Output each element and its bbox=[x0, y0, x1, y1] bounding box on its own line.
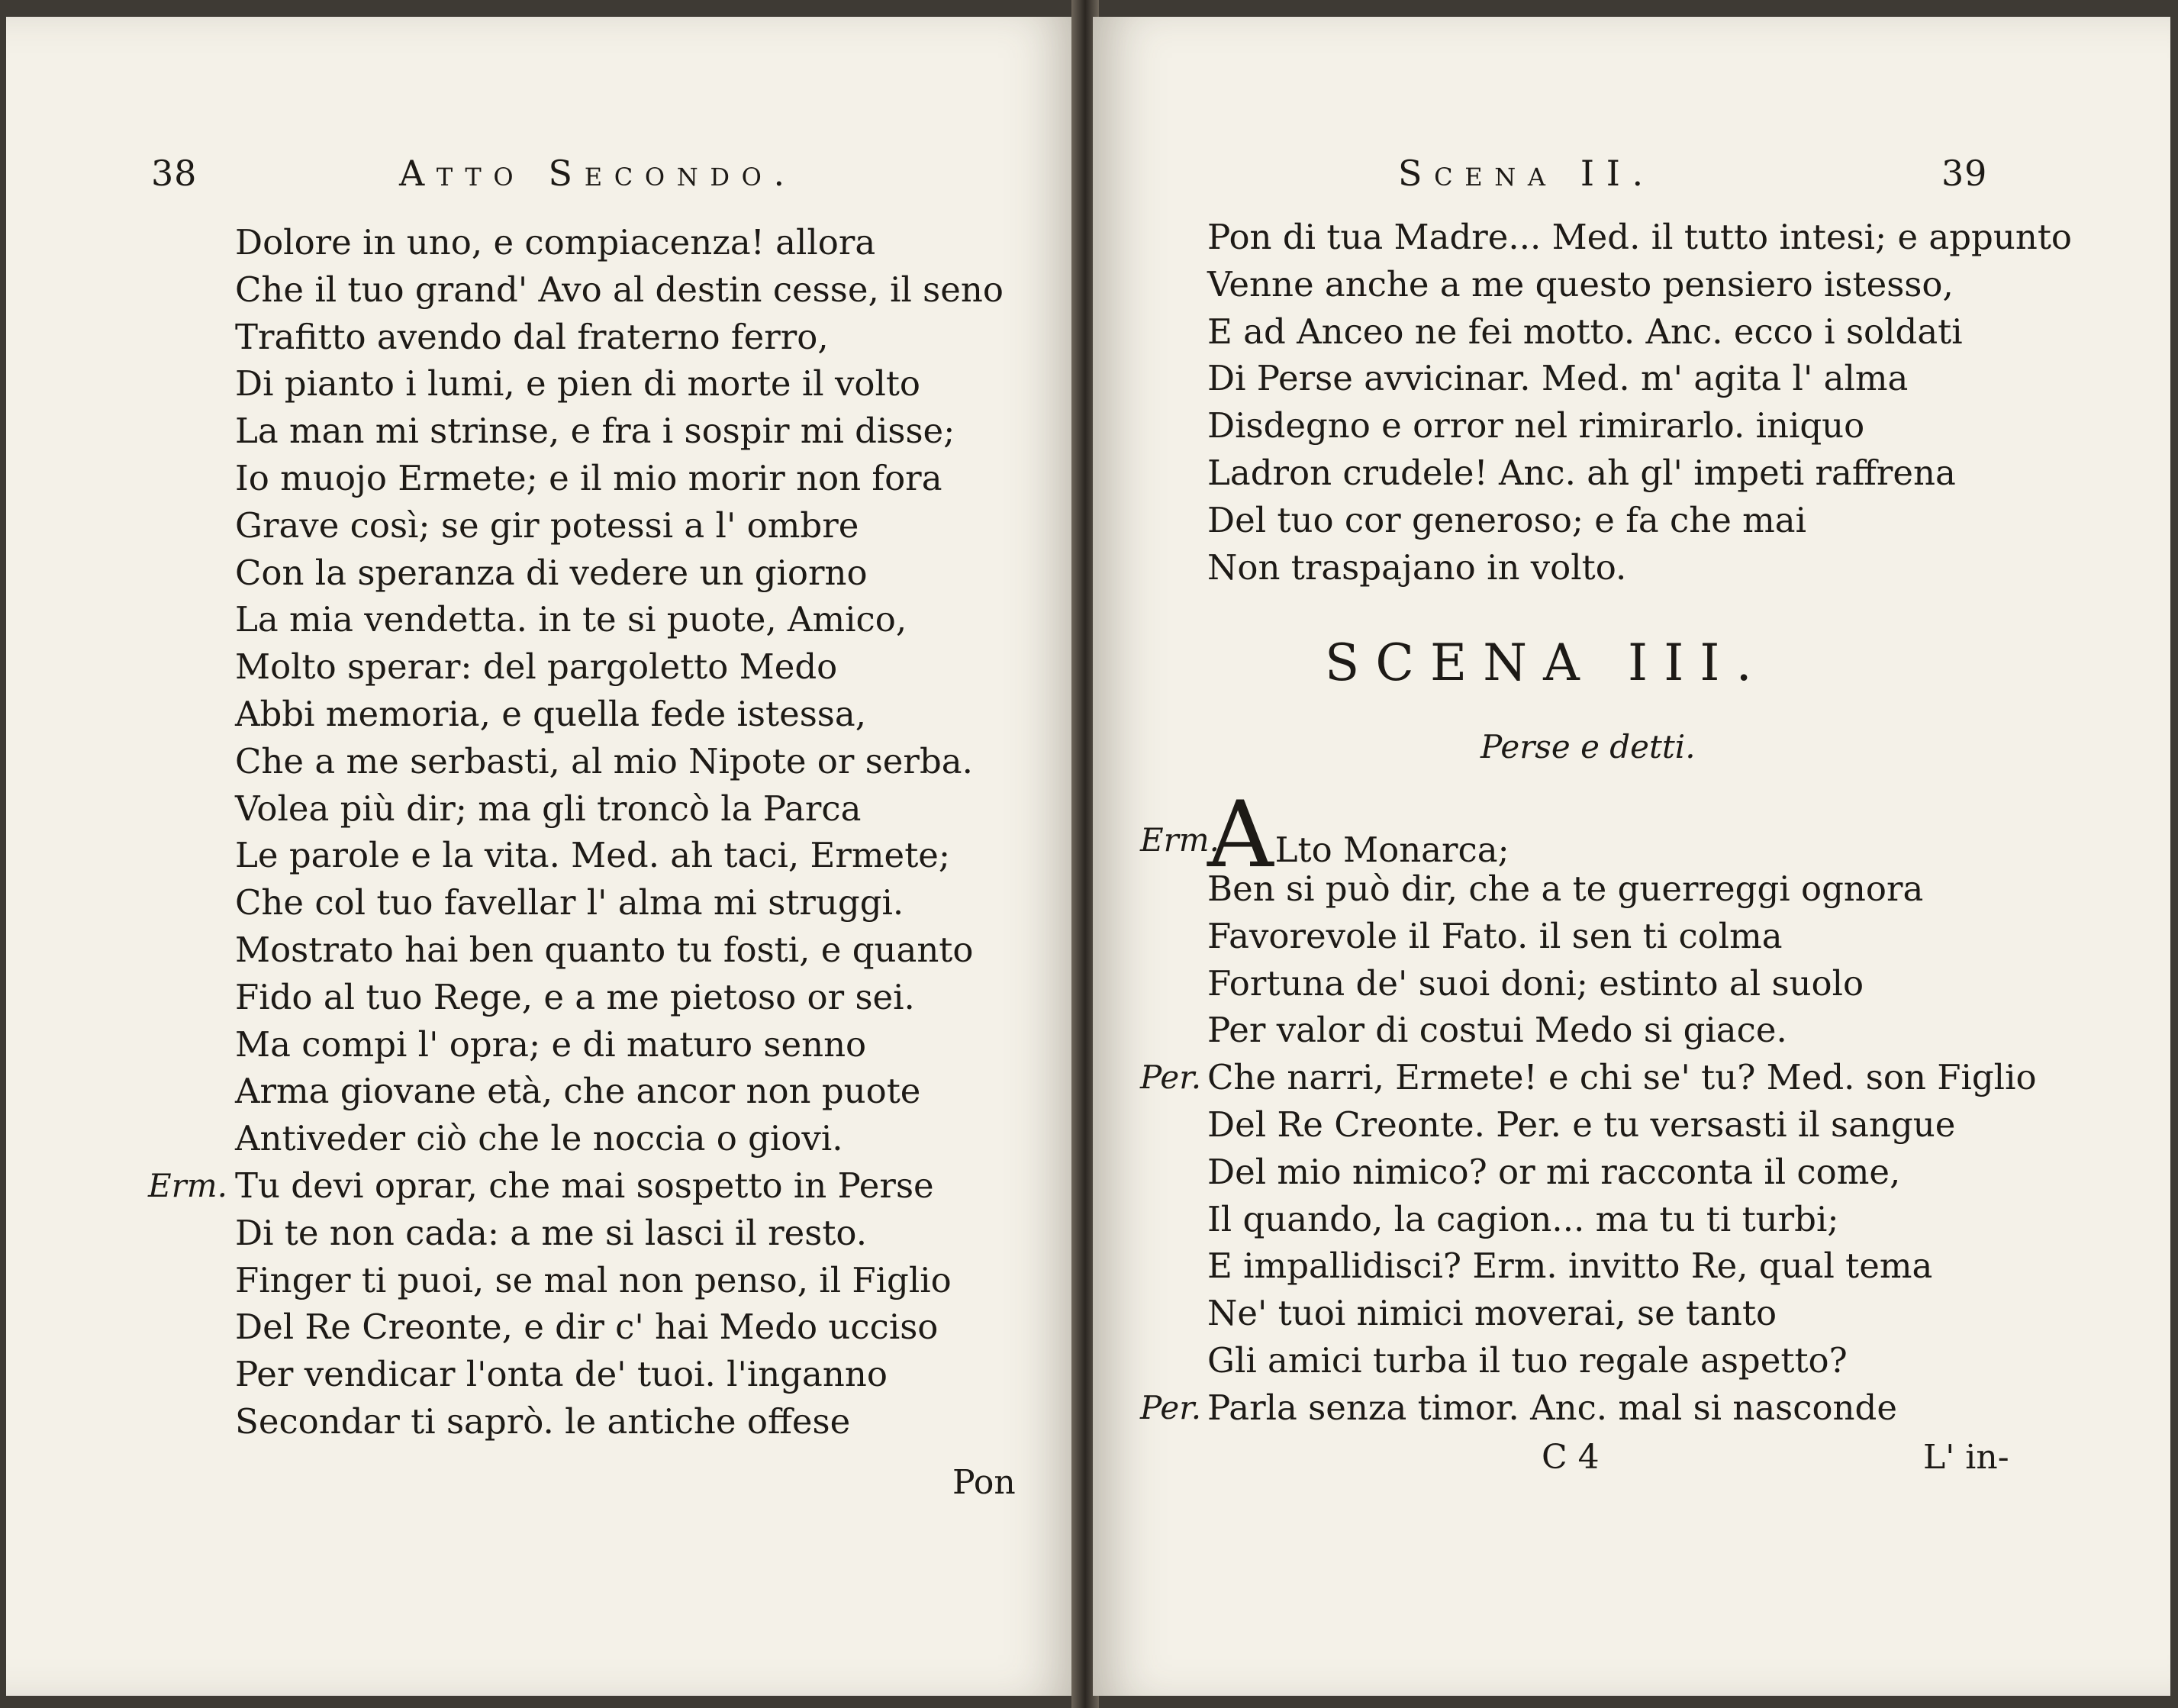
verse-text: Del mio nimico? or mi racconta il come, bbox=[1207, 1151, 1901, 1192]
verse-line bbox=[1207, 913, 2037, 960]
verse-line bbox=[1207, 960, 2037, 1007]
verse-line bbox=[235, 314, 1004, 361]
verse-text: Ben si può dir, che a te guerreggi ognora bbox=[1207, 869, 1924, 909]
verse-text: Arma giovane età, che ancor non puote bbox=[235, 1071, 921, 1112]
verse-line bbox=[235, 266, 1004, 314]
verse-line bbox=[1207, 1101, 2037, 1149]
verse-line bbox=[1140, 1054, 2037, 1101]
running-title-right: Scena II. bbox=[1398, 153, 1655, 194]
verse-text: Le parole e la vita. Med. ah taci, Ermete; bbox=[235, 835, 951, 876]
verse-line bbox=[235, 691, 1004, 738]
verse-text: Con la speranza di vedere un giorno bbox=[235, 552, 868, 593]
verse-line bbox=[235, 549, 1004, 597]
verse-line bbox=[235, 408, 1004, 455]
verse-line bbox=[1207, 1007, 2037, 1054]
verse-text: Grave così; se gir potessi a l' ombre bbox=[235, 504, 859, 546]
verse-text: Ma compi l' opra; e di maturo senno bbox=[235, 1023, 867, 1065]
verse-text: Volea più dir; ma gli troncò la Parca bbox=[235, 788, 862, 829]
speaker-label: Per. bbox=[1140, 1059, 1202, 1097]
right-verse-block-bottom bbox=[1140, 865, 2037, 1432]
verse-text: Venne anche a me questo pensiero istesso, bbox=[1207, 263, 1954, 305]
verse-text: Gli amici turba il tuo regale aspetto? bbox=[1207, 1339, 1848, 1381]
verse-line bbox=[235, 1304, 1004, 1351]
verse-line bbox=[1140, 782, 1509, 888]
verse-text: Fido al tuo Rege, e a me pietoso or sei. bbox=[235, 976, 915, 1017]
verse-text: Che a me serbasti, al mio Nipote or serba. bbox=[235, 740, 973, 781]
verse-line bbox=[235, 879, 1004, 927]
verse-text: Pon di tua Madre... Med. il tutto intesi; e appunto bbox=[1207, 217, 2072, 257]
verse-line bbox=[148, 1162, 1004, 1210]
verse-line bbox=[1207, 865, 2037, 913]
verse-line bbox=[235, 502, 1004, 549]
verse-text: Del Re Creonte, e dir c' hai Medo ucciso bbox=[235, 1307, 939, 1348]
verse-text: Fortuna de' suoi doni; estinto al suolo bbox=[1207, 962, 1864, 1004]
verse-line bbox=[1207, 214, 2072, 261]
verse-line bbox=[235, 1021, 1004, 1068]
verse-text: La man mi strinse, e fra i sospir mi disse; bbox=[235, 411, 955, 452]
verse-line bbox=[1207, 261, 2072, 308]
speaker-label: Erm. bbox=[148, 1166, 227, 1204]
right-page bbox=[1093, 17, 2170, 1696]
verse-line bbox=[235, 643, 1004, 691]
verse-text: Non traspajano in volto. bbox=[1207, 546, 1627, 588]
verse-line bbox=[235, 738, 1004, 785]
signature-mark: C 4 bbox=[1542, 1438, 1600, 1477]
catchword-right: L' in- bbox=[1923, 1438, 2009, 1477]
left-verse-block bbox=[148, 219, 1004, 1445]
verse-line bbox=[235, 1257, 1004, 1304]
verse-text: Secondar ti saprò. le antiche offese bbox=[235, 1400, 851, 1442]
verse-text: La mia vendetta. in te si puote, Amico, bbox=[235, 599, 907, 640]
verse-line bbox=[235, 832, 1004, 879]
verse-line bbox=[235, 927, 1004, 974]
scene-heading: SCENA III. bbox=[1325, 633, 1768, 692]
verse-text: Parla senza timor. Anc. mal si nasconde bbox=[1207, 1387, 1897, 1428]
verse-line bbox=[1207, 1196, 2037, 1243]
verse-text: Disdegno e orror nel rimirarlo. iniquo bbox=[1207, 405, 1865, 446]
verse-text: Del tuo cor generoso; e fa che mai bbox=[1207, 499, 1807, 540]
verse-line bbox=[235, 1068, 1004, 1115]
verse-text: Che il tuo grand' Avo al destin cesse, il seno bbox=[235, 269, 1004, 310]
verse-line bbox=[1207, 1242, 2037, 1290]
verse-text: Lto Monarca; bbox=[1274, 830, 1509, 870]
left-page bbox=[6, 17, 1078, 1696]
verse-text: Molto sperar: del pargoletto Medo bbox=[235, 646, 838, 688]
speaker-label: Per. bbox=[1140, 1388, 1202, 1426]
page-number-right: 39 bbox=[1941, 153, 1988, 194]
verse-line bbox=[1207, 355, 2072, 402]
verse-line bbox=[1207, 402, 2072, 450]
verse-line bbox=[1207, 308, 2072, 356]
verse-line bbox=[235, 219, 1004, 266]
verse-text: Io muojo Ermete; e il mio morir non fora bbox=[235, 457, 942, 498]
verse-text: Che col tuo favellar l' alma mi struggi. bbox=[235, 882, 904, 923]
verse-text: Che narri, Ermete! e chi se' tu? Med. son Figlio bbox=[1207, 1057, 2037, 1098]
verse-text: Per valor di costui Medo si giace. bbox=[1207, 1010, 1787, 1051]
verse-text: Ladron crudele! Anc. ah gl' impeti raffrena bbox=[1207, 452, 1956, 493]
verse-text: Mostrato hai ben quanto tu fosti, e quanto bbox=[235, 929, 974, 970]
verse-line bbox=[235, 596, 1004, 643]
verse-line bbox=[1207, 544, 2072, 591]
verse-text: Ne' tuoi nimici moverai, se tanto bbox=[1207, 1293, 1777, 1334]
running-title-left: Atto Secondo. bbox=[399, 153, 797, 194]
verse-line bbox=[235, 1398, 1004, 1445]
verse-line bbox=[1140, 1384, 2037, 1432]
verse-text: Il quando, la cagion... ma tu ti turbi; bbox=[1207, 1198, 1839, 1239]
verse-text: E impallidisci? Erm. invitto Re, qual tema bbox=[1207, 1246, 1933, 1287]
verse-text: Tu devi oprar, che mai sospetto in Perse bbox=[235, 1165, 934, 1206]
verse-line bbox=[1207, 1337, 2037, 1384]
right-verse-first-line bbox=[1140, 782, 1509, 888]
catchword-left: Pon bbox=[952, 1463, 1016, 1502]
verse-line bbox=[235, 1115, 1004, 1162]
verse-line bbox=[235, 1351, 1004, 1398]
scene-cast-list: Perse e detti. bbox=[1480, 728, 1696, 765]
verse-text: Finger ti puoi, se mal non penso, il Figlio bbox=[235, 1259, 952, 1300]
verse-text: Del Re Creonte. Per. e tu versasti il sangue bbox=[1207, 1104, 1956, 1145]
verse-line bbox=[235, 974, 1004, 1021]
verse-text: Dolore in uno, e compiacenza! allora bbox=[235, 222, 876, 263]
verse-line bbox=[235, 455, 1004, 502]
verse-text: Favorevole il Fato. il sen ti colma bbox=[1207, 915, 1783, 956]
verse-line bbox=[1207, 497, 2072, 544]
verse-text: E ad Anceo ne fei motto. Anc. ecco i soldati bbox=[1207, 311, 1963, 352]
verse-line bbox=[1207, 1149, 2037, 1196]
verse-text: Per vendicar l'onta de' tuoi. l'inganno bbox=[235, 1354, 888, 1395]
verse-line bbox=[1207, 1290, 2037, 1337]
right-verse-block-top bbox=[1207, 214, 2072, 591]
page-number-left: 38 bbox=[151, 153, 198, 194]
verse-text: Trafitto avendo dal fraterno ferro, bbox=[235, 316, 829, 357]
verse-text: Di te non cada: a me si lasci il resto. bbox=[235, 1212, 868, 1253]
verse-line bbox=[1207, 450, 2072, 497]
verse-text: Di Perse avvicinar. Med. m' agita l' alma bbox=[1207, 358, 1909, 399]
verse-line bbox=[235, 360, 1004, 408]
verse-line bbox=[235, 785, 1004, 833]
verse-text: Antiveder ciò che le noccia o giovi. bbox=[235, 1118, 843, 1159]
drop-initial: A bbox=[1207, 782, 1274, 888]
speaker-label: Erm. bbox=[1140, 821, 1219, 859]
verse-text: Di pianto i lumi, e pien di morte il volto bbox=[235, 363, 921, 404]
verse-text: Abbi memoria, e quella fede istessa, bbox=[235, 693, 867, 734]
verse-line bbox=[235, 1210, 1004, 1257]
